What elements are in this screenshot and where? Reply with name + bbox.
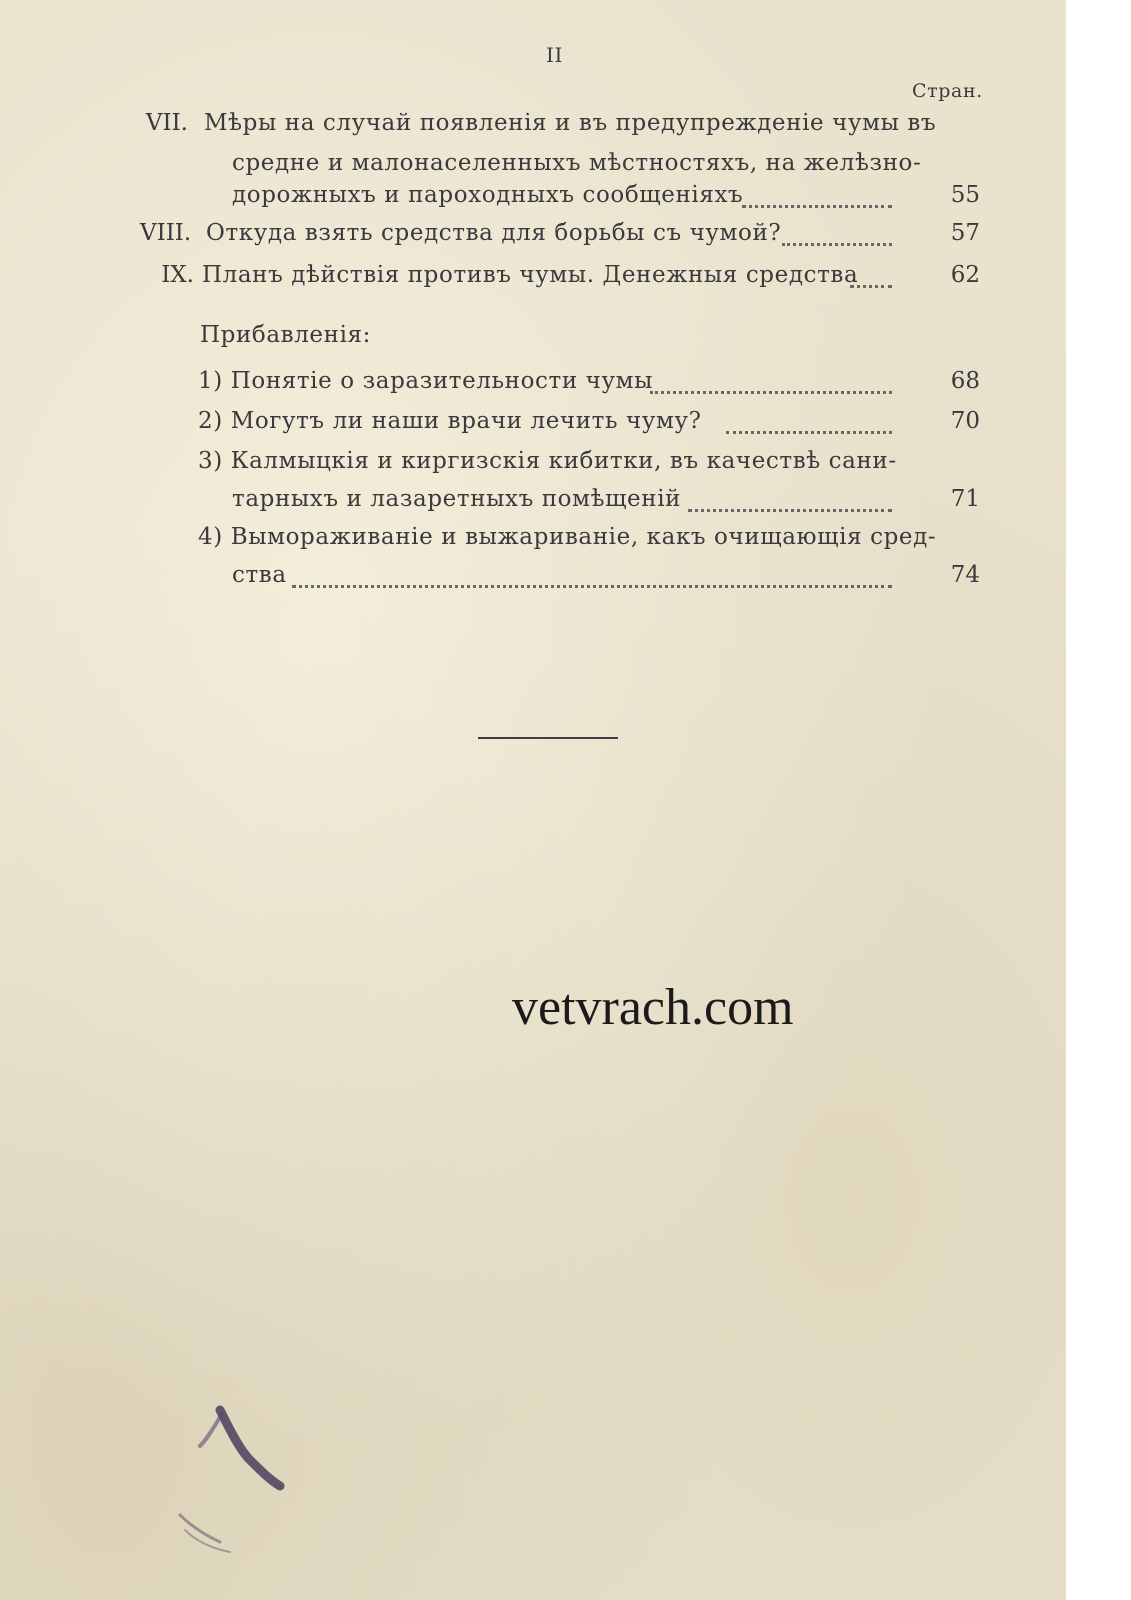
toc-entry-vii-line3: дорожныхъ и пароходныхъ сообщеніяхъ — [232, 182, 744, 208]
watermark-text: vetvrach.com — [512, 979, 794, 1036]
toc-entry-vii-line1: Мѣры на случай появленія и въ предупрежденіе чумы въ — [204, 110, 937, 136]
toc-entry-viii: Откуда взять средства для борьбы съ чумой? — [206, 220, 782, 246]
appendix-item-3-line1: 3) Калмыцкія и киргизскія кибитки, въ качествѣ сани- — [198, 448, 897, 474]
page-column-label: Стран. — [912, 80, 983, 102]
appendix-item-4-line2: ства — [232, 562, 287, 588]
appendix-leader-1 — [650, 371, 892, 394]
appendix-item-4-line1: 4) Вымораживаніе и выжариваніе, какъ очищающія сред- — [198, 524, 937, 550]
appendix-page-1: 68 — [950, 368, 980, 394]
toc-page-ix: 62 — [950, 262, 980, 288]
toc-leader-ix — [850, 265, 892, 288]
appendix-page-2: 70 — [950, 408, 980, 434]
appendix-leader-3 — [688, 489, 892, 512]
appendix-page-4: 74 — [950, 562, 980, 588]
toc-page-vii: 55 — [950, 182, 980, 208]
appendix-title: Прибавленія: — [200, 322, 371, 348]
appendix-item-2: 2) Могутъ ли наши врачи лечить чуму? — [198, 408, 702, 434]
toc-number-ix: IX. — [161, 262, 194, 288]
appendix-leader-2 — [726, 411, 892, 434]
ink-stain-mark — [160, 1390, 330, 1580]
toc-leader-vii — [742, 185, 892, 208]
appendix-item-1: 1) Понятіе о заразительности чумы — [198, 368, 654, 394]
appendix-item-3-line2: тарныхъ и лазаретныхъ помѣщеній — [232, 486, 682, 512]
toc-number-viii: VIII. — [140, 220, 192, 246]
page-number: II — [546, 43, 564, 67]
toc-entry-vii-line2: средне и малонаселенныхъ мѣстностяхъ, на желѣзно- — [232, 150, 922, 176]
toc-page-viii: 57 — [950, 220, 980, 246]
toc-entry-ix: Планъ дѣйствія противъ чумы. Денежныя средства — [202, 262, 859, 288]
appendix-page-3: 71 — [950, 486, 980, 512]
toc-leader-viii — [782, 223, 892, 246]
toc-number-vii: VII. — [145, 110, 188, 136]
appendix-leader-4 — [292, 565, 892, 588]
section-divider-rule — [478, 737, 618, 739]
